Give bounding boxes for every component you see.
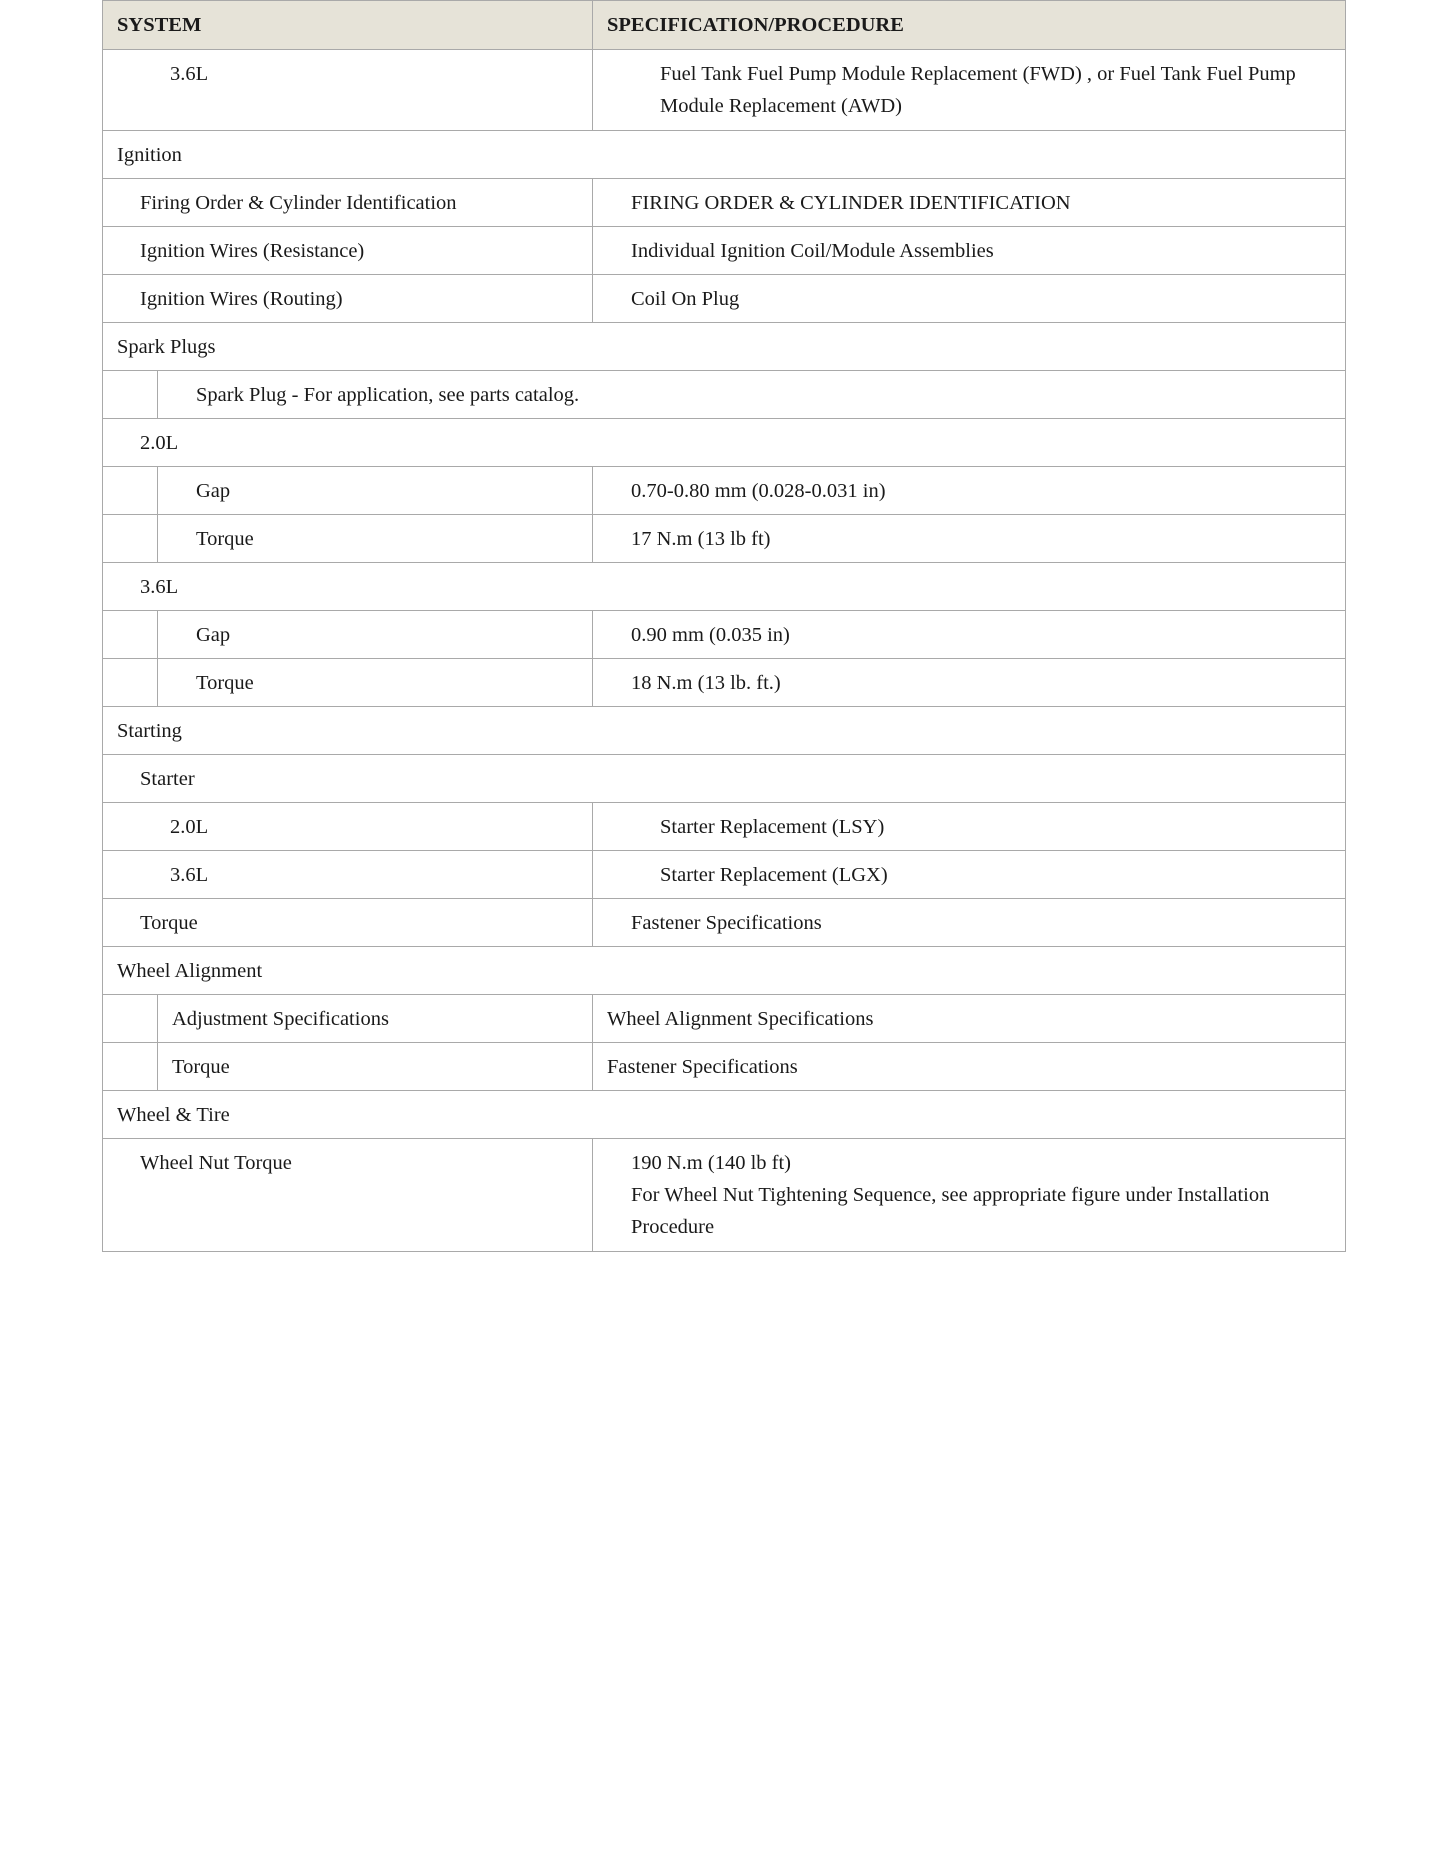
wheel-alignment-torque-value: Fastener Specifications: [593, 1043, 1346, 1091]
spark-plug-3-6l-heading: 3.6L: [103, 563, 1346, 611]
ignition-wires-resistance-spec: Individual Ignition Coil/Module Assemblies: [593, 227, 1346, 275]
fuel-3-6l-spec: Fuel Tank Fuel Pump Module Replacement (FWD) , or Fuel Tank Fuel Pump Module Replacement (AWD): [593, 50, 1346, 131]
starter-torque-system: Torque: [103, 899, 593, 947]
spacer-cell: [103, 515, 158, 563]
wheel-alignment-adjustment-label: Adjustment Specifications: [158, 995, 593, 1043]
spark-plug-2-0l-torque-label: Torque: [158, 515, 593, 563]
spark-plug-2-0l-torque-value: 17 N.m (13 lb ft): [593, 515, 1346, 563]
ignition-wires-routing-spec: Coil On Plug: [593, 275, 1346, 323]
spark-plug-3-6l-gap-label: Gap: [158, 611, 593, 659]
wheel-nut-torque-system: Wheel Nut Torque: [103, 1139, 593, 1252]
spacer-cell: [103, 659, 158, 707]
starter-2-0l-system: 2.0L: [103, 803, 593, 851]
firing-order-system: Firing Order & Cylinder Identification: [103, 179, 593, 227]
wheel-alignment-torque-label: Torque: [158, 1043, 593, 1091]
wheel-alignment-adjustment-value: Wheel Alignment Specifications: [593, 995, 1346, 1043]
ignition-wires-resistance-system: Ignition Wires (Resistance): [103, 227, 593, 275]
spark-plug-note: Spark Plug - For application, see parts catalog.: [158, 371, 1346, 419]
spacer-cell: [103, 1043, 158, 1091]
spacer-cell: [103, 467, 158, 515]
spark-plug-2-0l-gap-value: 0.70-0.80 mm (0.028-0.031 in): [593, 467, 1346, 515]
starter-torque-spec: Fastener Specifications: [593, 899, 1346, 947]
spark-plug-2-0l-heading: 2.0L: [103, 419, 1346, 467]
spark-plug-3-6l-torque-value: 18 N.m (13 lb. ft.): [593, 659, 1346, 707]
spark-plug-2-0l-gap-label: Gap: [158, 467, 593, 515]
spark-plug-3-6l-torque-label: Torque: [158, 659, 593, 707]
section-spark-plugs: Spark Plugs: [103, 323, 1346, 371]
section-starting: Starting: [103, 707, 1346, 755]
wheel-nut-torque-value: 190 N.m (140 lb ft): [631, 1152, 791, 1174]
starter-3-6l-system: 3.6L: [103, 851, 593, 899]
section-wheel-alignment: Wheel Alignment: [103, 947, 1346, 995]
header-specification: SPECIFICATION/PROCEDURE: [593, 1, 1346, 50]
spacer-cell: [103, 995, 158, 1043]
wheel-nut-torque-spec: [593, 1139, 1346, 1252]
header-system: SYSTEM: [103, 1, 593, 50]
starter-heading: Starter: [103, 755, 1346, 803]
spacer-cell: [103, 611, 158, 659]
spark-plug-3-6l-gap-value: 0.90 mm (0.035 in): [593, 611, 1346, 659]
specifications-table: [102, 0, 1346, 1252]
section-wheel-tire: Wheel & Tire: [103, 1091, 1346, 1139]
wheel-nut-sequence-note: For Wheel Nut Tightening Sequence, see appropriate figure under Installation Procedure: [631, 1184, 1270, 1238]
starter-2-0l-spec: Starter Replacement (LSY): [593, 803, 1346, 851]
starter-3-6l-spec: Starter Replacement (LGX): [593, 851, 1346, 899]
ignition-wires-routing-system: Ignition Wires (Routing): [103, 275, 593, 323]
section-ignition: Ignition: [103, 131, 1346, 179]
spacer-cell: [103, 371, 158, 419]
firing-order-spec: FIRING ORDER & CYLINDER IDENTIFICATION: [593, 179, 1346, 227]
fuel-3-6l-system: 3.6L: [103, 50, 593, 131]
